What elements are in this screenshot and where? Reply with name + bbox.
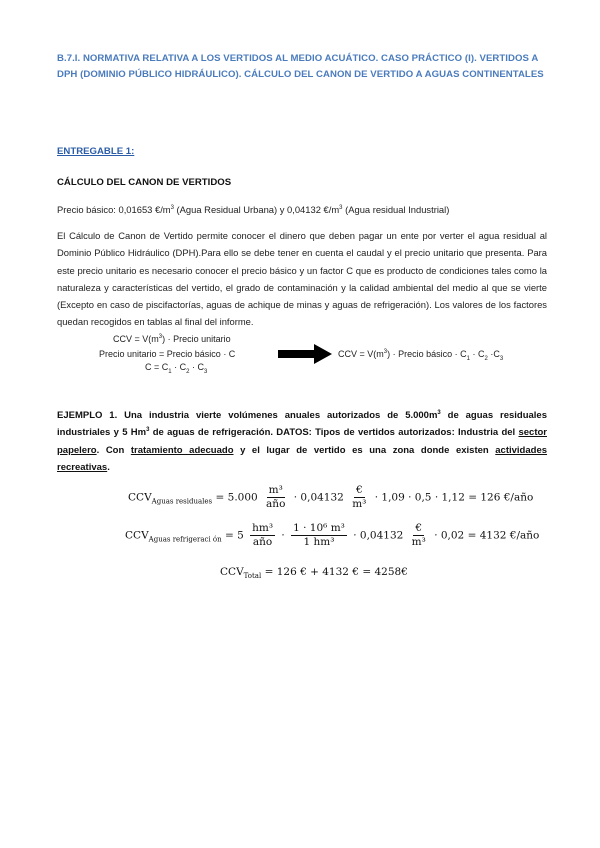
right-arrow-icon (278, 344, 332, 364)
section-heading: B.7.I. NORMATIVA RELATIVA A LOS VERTIDOS AL MEDIO ACUÁTICO. CASO PRÁCTICO (I). VERTIDOS A DPH (DOMINIO PÚBLICO HIDRÁULICO). CÁLCULO DEL CANON DE VERTIDO A AGUAS CONTINENTALES (57, 53, 544, 80)
subtitle: CÁLCULO DEL CANON DE VERTIDOS (57, 177, 232, 188)
equation-total: $CCV_{Total} = 126$ € + 4132 € = 4258€ (220, 566, 408, 581)
formula-factor-c: $C = C_1 \cdot C_2 \cdot C_3$ (145, 362, 208, 375)
example-1: EJEMPLO 1. Una industria vierte volúmenes anuales autorizados de $5.000m^3$ de aguas residuales industriales y 5 Hm$^3$ de aguas de refrigeración. DATOS: Tipos de vertidos autorizados: Industria del sector papelero. Con tratamiento adecuado y el lugar de vertido es una zona donde existen actividades recreativas. (57, 409, 548, 474)
basic-price-line: Precio básico: 0,01653 $€/m^3$ (Agua Residual Urbana) y 0,04132 $€/m^3$ (Agua residual Industrial) (57, 204, 450, 215)
intro-paragraph: El Cálculo de Canon de Vertido permite conocer el dinero que deben pagar un ente por verter el agua residual al Dominio Público Hidráulico (DPH).Para ello se debe tener en cuenta el caudal y el precio unitario que presenta. Para este precio unitario es necesario conocer el precio básico y un factor C que es producto de condiciones tales como la naturaleza y características del vertido, el grado de contaminación y la calidad ambiental del medio al que se vierte (Excepto en caso de piscifactorías, aguas de achique de minas y aguas de refrigeración). Los valores de los factores quedan recogidos en tablas al final del informe. (57, 230, 547, 328)
formula-ccv-expanded: CCV = $V(m^3)$ · Precio básico · $C_1 \cdot C_2 \cdot C_3$ (338, 349, 504, 362)
formula-ccv: CCV = $V(m^3)$ · Precio unitario (113, 334, 231, 344)
formula-precio-unitario: Precio unitario = Precio básico · C (99, 349, 236, 359)
entregable-label: ENTREGABLE 1: (57, 146, 135, 157)
equation-aguas-refrigeracion: $CCV_{Aguas refrigeraci ón} = 5$ $\frac{\text{hm³}}{\text{año}}$ · $\frac{\text{1 · 10⁶ m³}}{\text{1 hm³}}$ · 0,04132 $\frac{€}{\text{m³}}$ · 0,02 = 4132 €/año (125, 522, 540, 548)
equation-aguas-residuales: $CCV_{Aguas residuales} = 5.000$ $\frac{\text{m³}}{\text{año}}$ · 0,04132 $\frac{€}{\text{m³}}$ · 1,09 · 0,5 · 1,12 = 126 €/año (128, 484, 534, 510)
